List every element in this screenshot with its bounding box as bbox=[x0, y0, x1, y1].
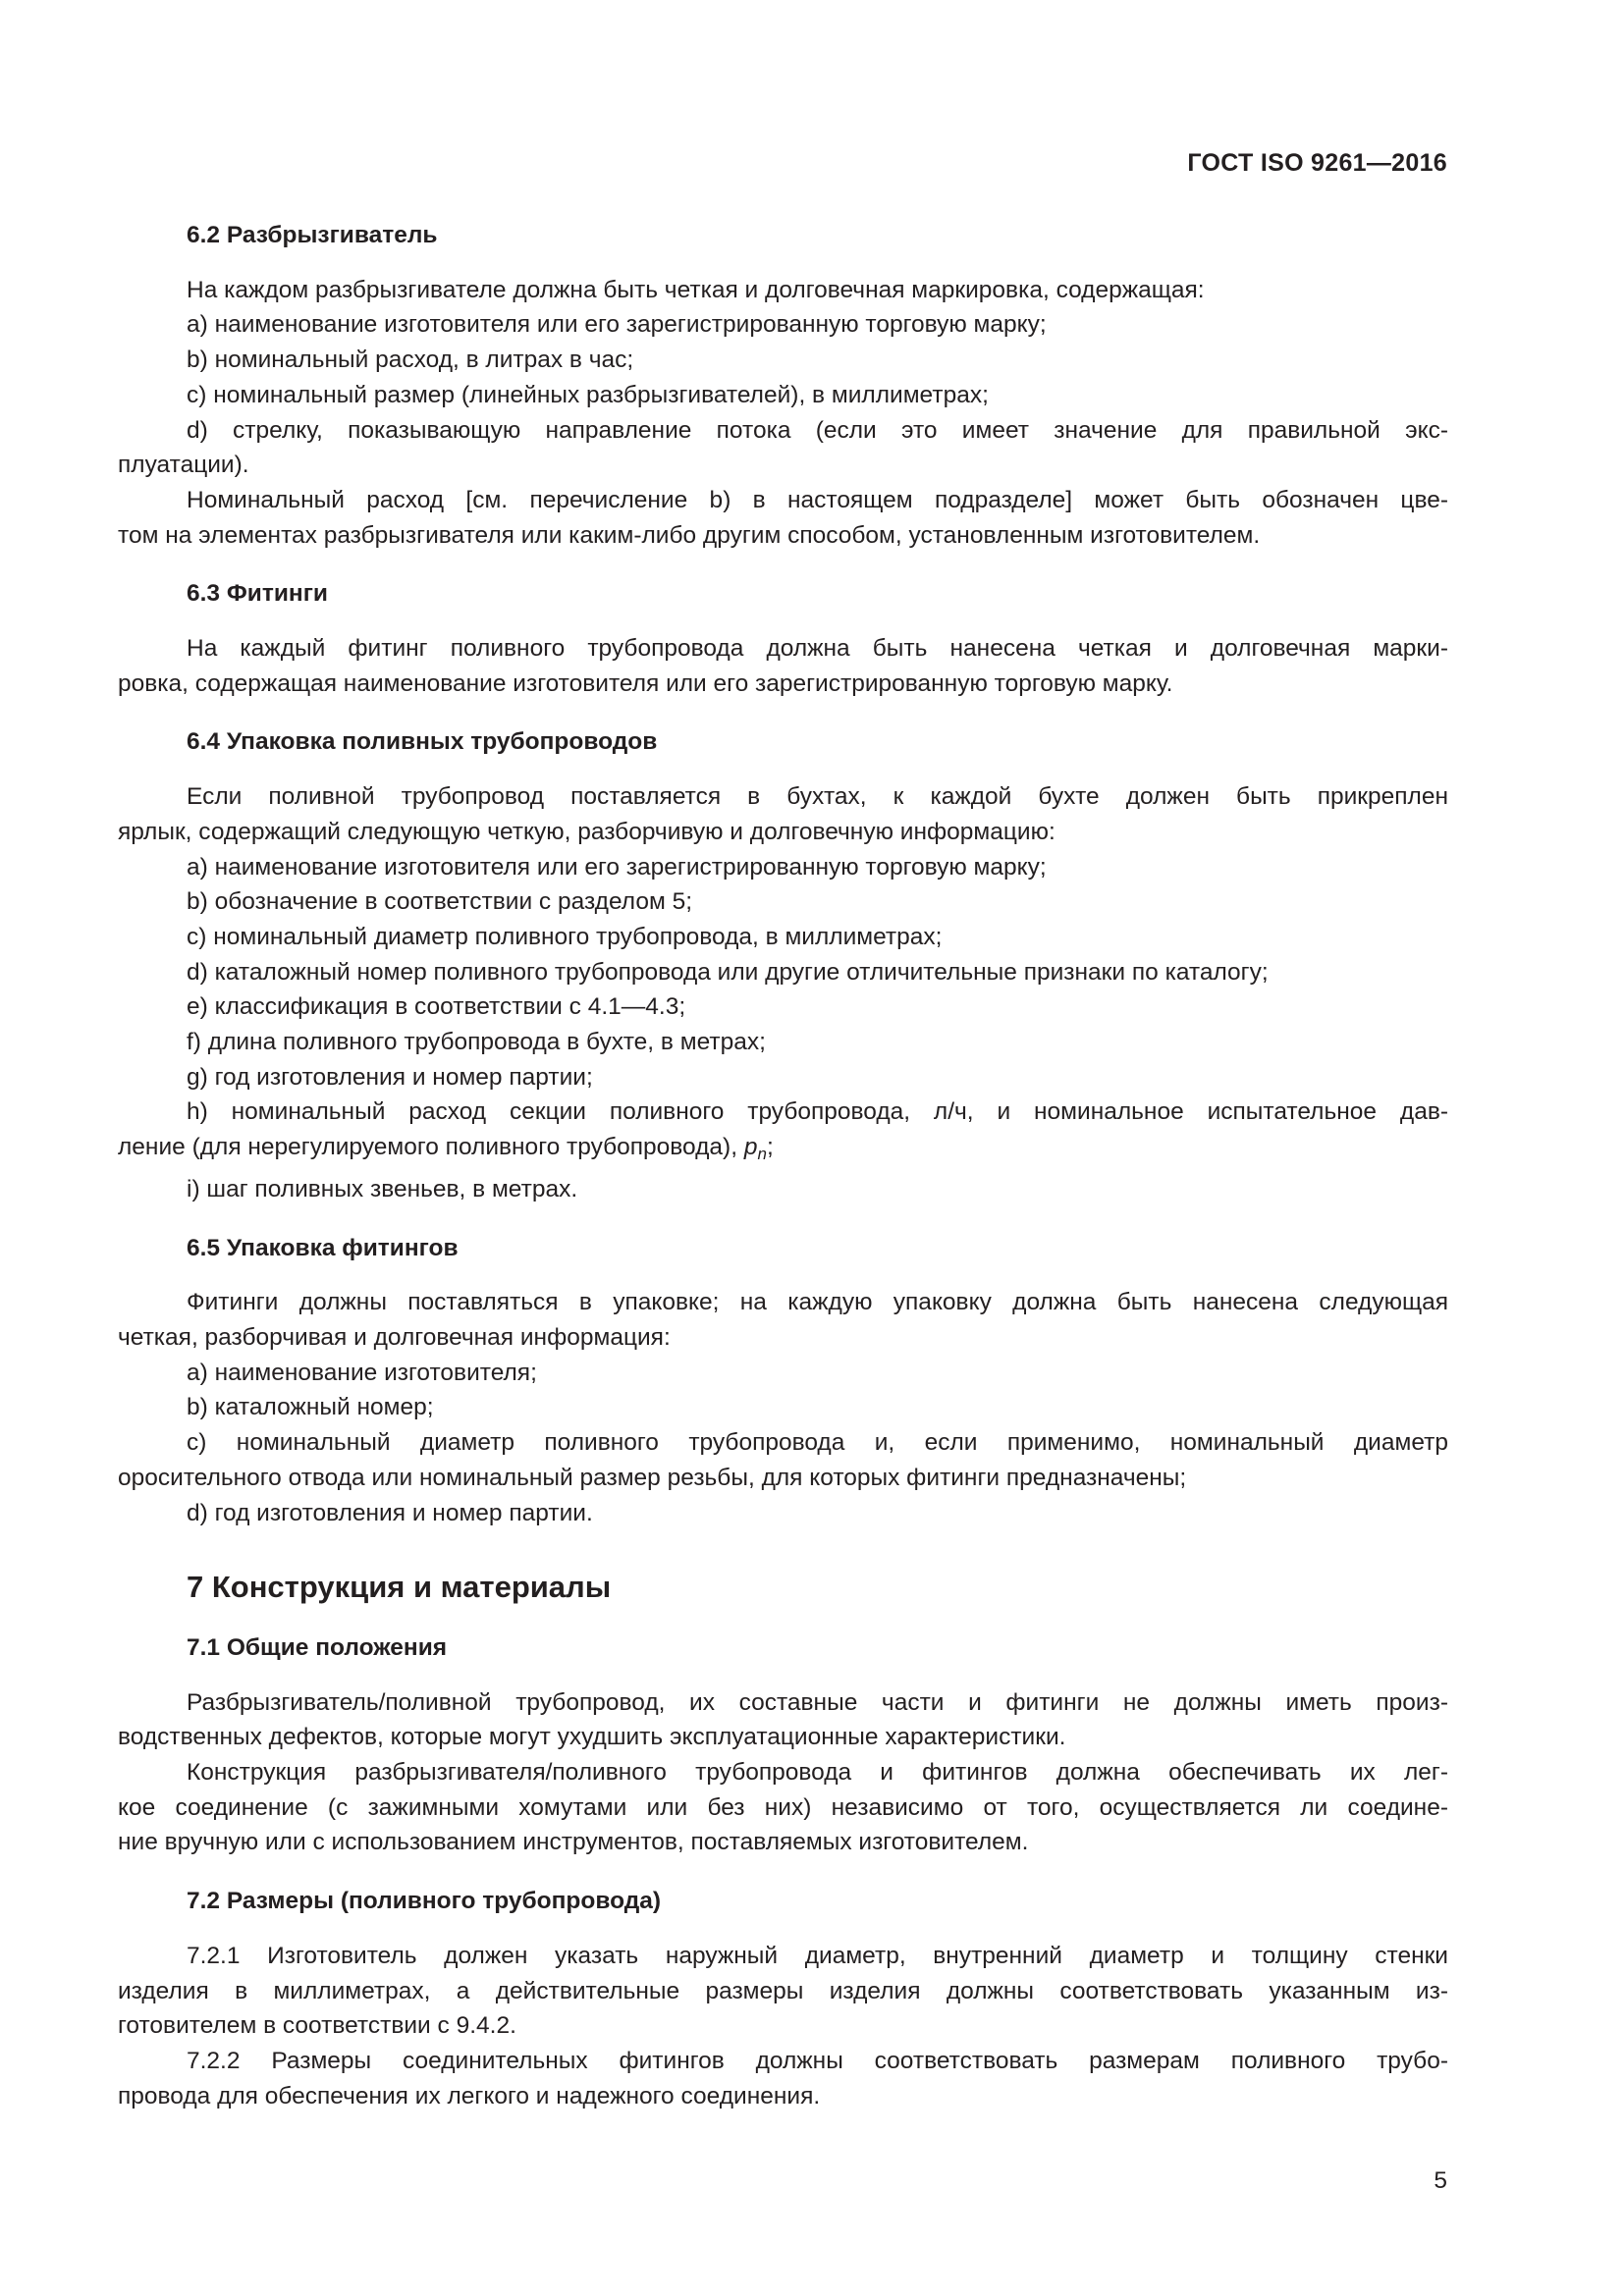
section-7-1-title: 7.1 Общие положения bbox=[187, 1633, 448, 1661]
section-6-4-item-h-line1: h) номинальный расход секции поливного трубопровода, л/ч, и номинальное испытательное дав- bbox=[187, 1098, 1448, 1126]
section-7-2-1-line2: изделия в миллиметрах, а действительные размеры изделия должны соответствовать указанным из- bbox=[118, 1977, 1448, 2004]
section-6-4-line2: ярлык, содержащий следующую четкую, разборчивую и долговечную информацию: bbox=[118, 818, 1056, 845]
section-6-5-item-b: b) каталожный номер; bbox=[187, 1394, 434, 1421]
section-6-5-line1: Фитинги должны поставляться в упаковке; на каждую упаковку должна быть нанесена следующая bbox=[187, 1289, 1448, 1316]
page-number: 5 bbox=[1434, 2167, 1447, 2194]
section-6-2-title: 6.2 Разбрызгиватель bbox=[187, 222, 438, 248]
section-6-4-item-h-end: ; bbox=[766, 1134, 774, 1161]
section-6-4-item-c: c) номинальный диаметр поливного трубопровода, в миллиметрах; bbox=[187, 923, 943, 950]
section-7-2-2-line2: провода для обеспечения их легкого и надежного соединения. bbox=[118, 2082, 821, 2109]
section-6-2-item-d-line1: d) стрелку, показывающую направление потока (если это имеет значение для правильной экс- bbox=[187, 416, 1448, 444]
section-6-5-item-d: d) год изготовления и номер партии. bbox=[187, 1499, 593, 1526]
section-6-5-item-a: a) наименование изготовителя; bbox=[187, 1359, 537, 1386]
section-6-2-item-d-line2: плуатации). bbox=[118, 452, 249, 479]
section-6-2-item-a: a) наименование изготовителя или его зарегистрированную торговую марку; bbox=[187, 311, 1047, 339]
section-6-4-item-e: e) классификация в соответствии с 4.1—4.3; bbox=[187, 993, 686, 1021]
pressure-subscript: n bbox=[757, 1145, 767, 1164]
section-6-2-item-b: b) номинальный расход, в литрах в час; bbox=[187, 347, 634, 374]
section-6-4-title: 6.4 Упаковка поливных трубопроводов bbox=[187, 728, 658, 756]
document-header: ГОСТ ISO 9261—2016 bbox=[1187, 149, 1447, 177]
section-7-1-p1-line1: Разбрызгиватель/поливной трубопровод, их составные части и фитинги не должны иметь произ- bbox=[187, 1688, 1448, 1716]
section-6-2-item-c: c) номинальный размер (линейных разбрызгивателей), в миллиметрах; bbox=[187, 381, 989, 408]
section-6-4-item-i: i) шаг поливных звеньев, в метрах. bbox=[187, 1175, 578, 1202]
section-7-2-1-line1: 7.2.1 Изготовитель должен указать наружный диаметр, внутренний диаметр и толщину стенки bbox=[187, 1942, 1448, 1969]
section-6-2-intro: На каждом разбрызгивателе должна быть четкая и долговечная маркировка, содержащая: bbox=[187, 276, 1205, 303]
section-6-5-title: 6.5 Упаковка фитингов bbox=[187, 1234, 459, 1261]
section-7-2-2-line1: 7.2.2 Размеры соединительных фитингов должны соответствовать размерам поливного трубо- bbox=[187, 2047, 1448, 2074]
section-6-4-item-f: f) длина поливного трубопровода в бухте, в метрах; bbox=[187, 1029, 766, 1056]
section-6-3-line1: На каждый фитинг поливного трубопровода должна быть нанесена четкая и долговечная марки- bbox=[187, 635, 1448, 663]
section-6-4-item-b: b) обозначение в соответствии с разделом 5; bbox=[187, 888, 693, 916]
section-7-1-p2-line1: Конструкция разбрызгивателя/поливного трубопровода и фитингов должна обеспечивать их лег- bbox=[187, 1759, 1448, 1787]
section-6-5-line2: четкая, разборчивая и долговечная информация: bbox=[118, 1323, 671, 1351]
section-6-4-item-h-line2 bbox=[118, 1130, 1448, 1172]
document-body bbox=[118, 218, 1448, 2113]
section-6-5-item-c-line2: оросительного отвода или номинальный размер резьбы, для которых фитинги предназначены; bbox=[118, 1464, 1187, 1491]
section-6-5-item-c-line1: c) номинальный диаметр поливного трубопровода и, если применимо, номинальный диаметр bbox=[187, 1429, 1448, 1457]
section-7-2-title: 7.2 Размеры (поливного трубопровода) bbox=[187, 1888, 662, 1915]
section-7-1-p1-line2: водственных дефектов, которые могут ухудшить эксплуатационные характеристики. bbox=[118, 1724, 1066, 1751]
section-6-4-item-g: g) год изготовления и номер партии; bbox=[187, 1063, 593, 1091]
section-7-1-p2-line2: кое соединение (с зажимными хомутами или без них) независимо от того, осуществляется ли соедине- bbox=[118, 1793, 1448, 1821]
section-6-3-line2: ровка, содержащая наименование изготовителя или его зарегистрированную торговую марку. bbox=[118, 669, 1173, 697]
section-6-2-note-line2: том на элементах разбрызгивателя или каким-либо другим способом, установленным изготовителем. bbox=[118, 521, 1261, 549]
section-6-3-title: 6.3 Фитинги bbox=[187, 580, 328, 608]
section-7-title: 7 Конструкция и материалы bbox=[187, 1570, 612, 1605]
section-6-2-note-line1: Номинальный расход [см. перечисление b) в настоящем подразделе] может быть обозначен цве- bbox=[187, 486, 1448, 513]
section-6-4-item-a: a) наименование изготовителя или его зарегистрированную торговую марку; bbox=[187, 853, 1047, 881]
pressure-symbol: p bbox=[743, 1134, 758, 1161]
section-6-4-item-d: d) каталожный номер поливного трубопровода или другие отличительные признаки по каталогу; bbox=[187, 958, 1269, 986]
section-7-2-1-line3: готовителем в соответствии с 9.4.2. bbox=[118, 2012, 516, 2040]
section-6-4-item-h-text: ление (для нерегулируемого поливного трубопровода), bbox=[118, 1134, 744, 1161]
section-6-4-line1: Если поливной трубопровод поставляется в бухтах, к каждой бухте должен быть прикреплен bbox=[187, 783, 1448, 811]
section-7-1-p2-line3: ние вручную или с использованием инструментов, поставляемых изготовителем. bbox=[118, 1829, 1029, 1856]
